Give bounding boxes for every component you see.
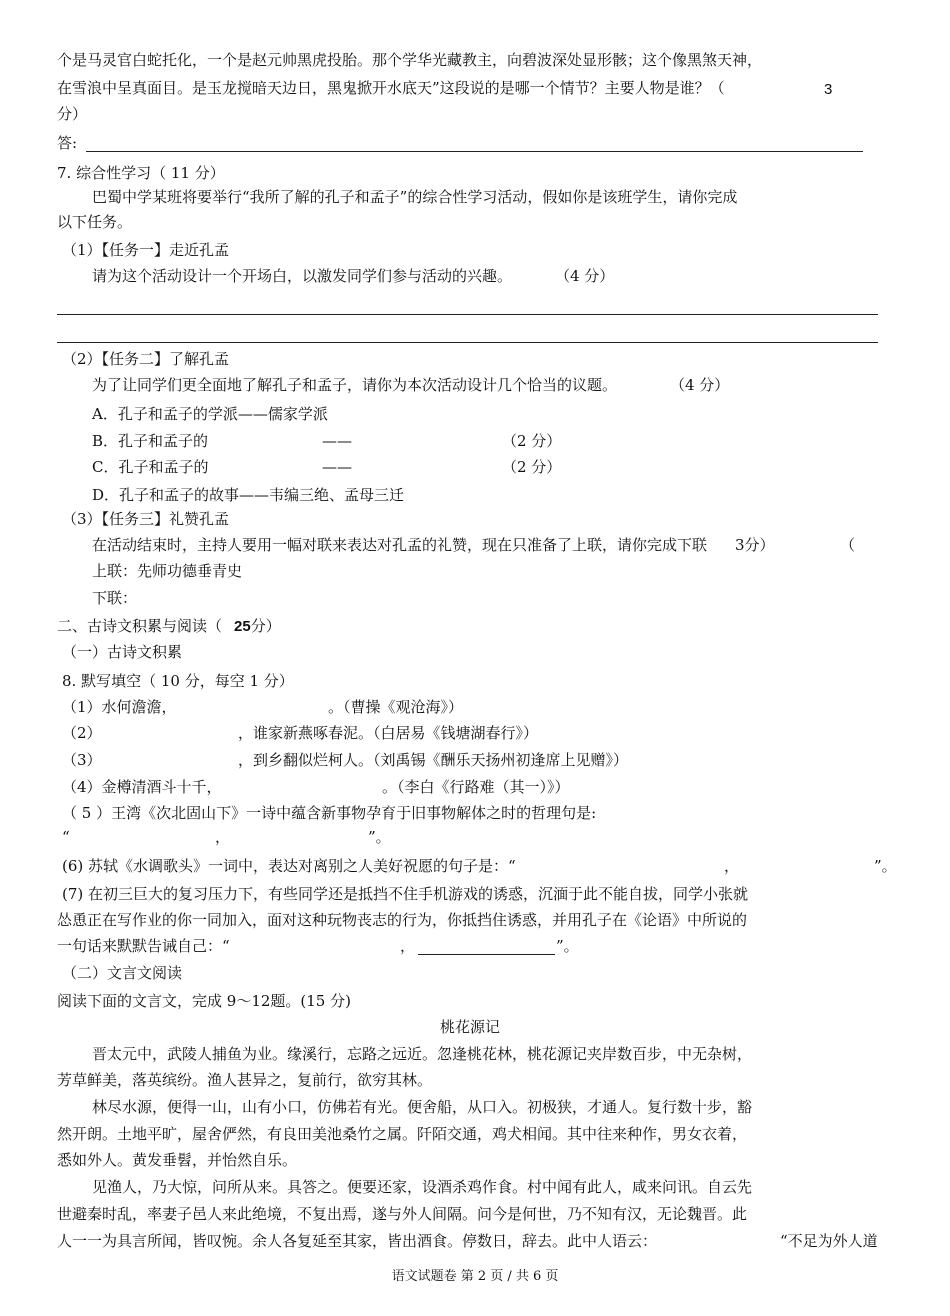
option-c-score: （2 分） xyxy=(502,458,562,476)
q8-item6-comma: ， xyxy=(724,857,740,875)
task2-score: （4 分） xyxy=(670,376,730,394)
passage-p3-line-1: 见渔人，乃大惊，问所从来。具答之。便要还家，设酒杀鸡作食。村中闻有此人，咸来问讯。自云先 xyxy=(92,1178,753,1196)
q8-item5-a: （ 5 ）王湾《次北固山下》一诗中蕴含新事物孕育于旧事物解体之时的哲理句是: xyxy=(62,804,597,822)
subsection-1: （一）古诗文积累 xyxy=(62,643,183,661)
q8-item1-a: （1）水何澹澹， xyxy=(62,698,177,716)
task2-prompt: 为了让同学们更全面地了解孔子和孟子，请你为本次活动设计几个恰当的议题。 xyxy=(92,376,618,394)
q8-item7-line-2: 怂恿正在写作业的你一同加入，面对这种玩物丧志的行为，你抵挡住诱惑，并用孔子在《论语》中所说的 xyxy=(57,911,748,929)
q8-item2-b: ，谁家新燕啄春泥。（白居易《钱塘湖春行》） xyxy=(238,724,539,742)
upper-couplet: 上联：先师功德垂青史 xyxy=(92,562,243,580)
option-b-score: （2 分） xyxy=(502,432,562,450)
task3-title: （3）【任务三】礼赞孔孟 xyxy=(62,510,230,528)
passage-p3-line-3: 人一一为具言所闻，皆叹惋。余人各复延至其家，皆出酒食。停数日，辞去。此中人语云： xyxy=(57,1232,658,1250)
section2-title xyxy=(57,616,281,637)
section2-score: 25 xyxy=(234,618,251,635)
task1-answer-line-1[interactable] xyxy=(57,314,878,315)
passage-p1-line-2: 芳草鲜美，落英缤纷。渔人甚异之，复前行，欲穷其林。 xyxy=(57,1071,433,1089)
task3-paren: （ xyxy=(840,536,856,554)
q8-item5-comma: ， xyxy=(215,828,231,846)
task1-title: （1）【任务一】走近孔孟 xyxy=(62,241,230,259)
option-d: D．孔子和孟子的故事——韦编三绝、孟母三迁 xyxy=(92,486,405,504)
q8-item5-quote-close: ”。 xyxy=(368,828,391,846)
q8-item2-a: （2） xyxy=(62,724,102,742)
q6-text-line-2: 在雪浪中呈真面目。是玉龙搅暗天边日，黑鬼掀开水底天”这段说的是哪一个情节？主要人物是谁？（ xyxy=(57,79,725,97)
q8-item7-blank[interactable] xyxy=(418,954,555,955)
subsection-2: （二）文言文阅读 xyxy=(62,964,183,982)
q6-text-line-3: 分） xyxy=(57,105,88,123)
q6-score: 3 xyxy=(824,81,833,98)
q8-item7-comma: ， xyxy=(400,937,416,955)
q8-item3-a: （3） xyxy=(62,751,102,769)
task1-answer-line-2[interactable] xyxy=(57,342,878,343)
q8-title: 8. 默写填空（ 10 分，每空 1 分） xyxy=(62,672,294,690)
q8-item1-b: 。（曹操《观沧海》） xyxy=(328,698,464,716)
q7-intro-line-1: 巴蜀中学某班将要举行“我所了解的孔子和孟子”的综合性学习活动，假如你是该班学生，请你完成 xyxy=(92,188,738,206)
q8-item4-b: 。（李白《行路难（其一）》） xyxy=(382,778,570,796)
reading-instruction: 阅读下面的文言文，完成 9～12题。(15 分) xyxy=(57,992,351,1010)
task3-score: 3分） xyxy=(735,536,775,554)
q7-title: 7. 综合性学习（ 11 分） xyxy=(57,164,225,182)
q8-item4-a: （4）金樽清酒斗十千， xyxy=(62,778,222,796)
q8-item7-line-1: (7) 在初三巨大的复习压力下，有些同学还是抵挡不住手机游戏的诱惑，沉湎于此不能自拔，同学小张就 xyxy=(62,885,749,903)
passage-p2-line-2: 然开朗。土地平旷，屋舍俨然，有良田美池桑竹之属。阡陌交通，鸡犬相闻。其中往来种作，男女衣着， xyxy=(57,1125,748,1143)
passage-p3-line-3-end: “不足为外人道 xyxy=(780,1232,878,1250)
passage-p2-line-3: 悉如外人。黄发垂髫，并怡然自乐。 xyxy=(57,1151,298,1169)
passage-p1-line-1: 晋太元中，武陵人捕鱼为业。缘溪行，忘路之远近。忽逢桃花林，桃花源记夹岸数百步，中无杂树， xyxy=(92,1045,753,1063)
q8-item5-quote-open: “ xyxy=(62,828,70,846)
passage-p3-line-2: 世避秦时乱，率妻子邑人来此绝境，不复出焉，遂与外人间隔。问今是何世，乃不知有汉，无论魏晋。此 xyxy=(57,1205,748,1223)
q6-text-line-1: 个是马灵官白蛇托化，一个是赵元帅黑虎投胎。那个学华光藏教主，向碧波深处显形骸；这个像黑煞天神， xyxy=(57,51,763,69)
task3-prompt: 在活动结束时，主持人要用一幅对联来表达对孔孟的礼赞，现在只准备了上联，请你完成下联 xyxy=(92,536,708,554)
q8-item6-a: (6) 苏轼《水调歌头》一词中，表达对离别之人美好祝愿的句子是：“ xyxy=(62,857,516,875)
passage-p2-line-1: 林尽水源，便得一山，山有小口，仿佛若有光。便舍船，从口入。初极狭，才通人。复行数十步，豁 xyxy=(92,1098,753,1116)
passage-title: 桃花源记 xyxy=(440,1018,501,1036)
q6-answer-line[interactable] xyxy=(86,151,863,152)
q7-intro-line-2: 以下任务。 xyxy=(57,213,133,231)
option-c-dash: —— xyxy=(322,458,352,476)
task1-score: （4 分） xyxy=(555,267,615,285)
q8-item7-line-3: 一句话来默默告诫自己：“ xyxy=(57,937,230,955)
section2-title-a: 二、古诗文积累与阅读（ xyxy=(57,617,223,635)
q8-item7-end: ”。 xyxy=(556,937,579,955)
option-a: A．孔子和孟子的学派——儒家学派 xyxy=(92,405,328,423)
q6-answer-label: 答: xyxy=(57,134,78,152)
option-b: B．孔子和孟子的 xyxy=(92,432,209,450)
section2-title-b: 分） xyxy=(250,617,281,635)
q8-item3-b: ，到乡翻似烂柯人。（刘禹锡《酬乐天扬州初逢席上见赠》） xyxy=(238,751,629,769)
task2-title: （2）【任务二】了解孔孟 xyxy=(62,350,230,368)
option-c: C．孔子和孟子的 xyxy=(92,458,209,476)
task1-prompt: 请为这个活动设计一个开场白，以激发同学们参与活动的兴趣。 xyxy=(92,267,513,285)
page-footer: 语文试题卷 第 2 页 / 共 6 页 xyxy=(391,1269,559,1284)
option-b-dash: —— xyxy=(322,432,352,450)
q8-item6-end: ”。 xyxy=(874,857,897,875)
lower-couplet-label[interactable]: 下联： xyxy=(92,589,138,607)
